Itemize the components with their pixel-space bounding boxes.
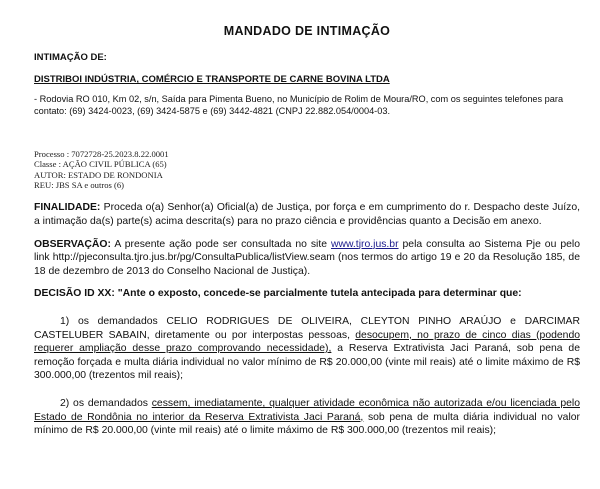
company-name: DISTRIBOI INDÚSTRIA, COMÉRCIO E TRANSPORTE DE CARNE BOVINA LTDA bbox=[34, 74, 390, 85]
intimation-label: INTIMAÇÃO DE: bbox=[34, 52, 107, 63]
finalidade-paragraph bbox=[34, 201, 580, 228]
finalidade-text: Proceda o(a) Senhor(a) Oficial(a) de Justiça, por força e em cumprimento do r. Despacho deste Juízo, a intimação da(s) parte(s) acima descrita(s) para no prazo ciência e providências quanto a Decisão em anexo. bbox=[34, 202, 580, 228]
company-address: - Rodovia RO 010, Km 02, s/n, Saída para Pimenta Bueno, no Município de Rolim de Moura/RO, com os seguintes telefones para contato: (69) 3424-0023, (69) 3424-5875 e (69) 3442-4821 (CNPJ 22.882.054/0004-03. bbox=[34, 94, 564, 117]
process-class: Classe : AÇÃO CIVIL PÚBLICA (65) bbox=[34, 159, 167, 170]
item1-underlined: desocupem, no prazo de cinco dias (podendo requerer ampliação desse prazo comprovando necessidade), bbox=[34, 329, 581, 355]
process-number: Processo : 7072728-25.2023.8.22.0001 bbox=[34, 148, 169, 159]
process-defendant: REU: JBS SA e outros (6) bbox=[34, 180, 125, 191]
item2-text-b: sob pena de multa diária individual no valor mínimo de R$ 20.000,00 (vinte mil reais) até o limite máximo de R$ 300.000,00 (trezentos mil reais); bbox=[34, 411, 580, 437]
observacao-text-before: A presente ação pode ser consultada no site bbox=[110, 238, 331, 250]
item2-underlined: cessem, imediatamente, qualquer atividade econômica não autorizada e/ou licenciada pelo Estado de Rondônia no interior da Reserva Extrativista Jaci Paraná, bbox=[34, 397, 580, 423]
observacao-text-after: pela consulta ao Sistema Pje ou pelo link http://pjeconsulta.tjro.jus.br/pg/ConsultaPublica/listView.seam (nos termos do artigo 19 e 20 da Resolução 185, de 18 de dezembro de 2013 do Conselho Nacional de Justiça). bbox=[34, 238, 580, 277]
observacao-label: OBSERVAÇÃO: bbox=[34, 238, 111, 250]
decisao-paragraph bbox=[34, 287, 580, 301]
decision-item-1 bbox=[34, 315, 580, 383]
decisao-label: DECISÃO ID XX: bbox=[34, 288, 115, 300]
document-title: MANDADO DE INTIMAÇÃO bbox=[223, 24, 391, 38]
decision-item-2 bbox=[34, 397, 580, 438]
finalidade-label: FINALIDADE: bbox=[34, 202, 101, 214]
tjro-link[interactable]: www.tjro.jus.br bbox=[330, 238, 399, 250]
process-info bbox=[34, 149, 580, 191]
decisao-text: "Ante o exposto, concede-se parcialmente tutela antecipada para determinar que: bbox=[114, 288, 522, 300]
item2-text-a: 2) os demandados bbox=[60, 397, 152, 409]
item1-text-a: 1) os demandados CELIO RODRIGUES DE OLIVEIRA, CLEYTON PINHO ARAÚJO e DARCIMAR CASTELUBER SABAIN, diretamente ou por interpostas pessoas, bbox=[34, 316, 580, 341]
process-author: AUTOR: ESTADO DE RONDONIA bbox=[34, 169, 163, 180]
observacao-paragraph bbox=[34, 238, 580, 279]
item1-text-b: a Reserva Extrativista Jaci Paraná, sob pena de remoção forçada e multa diária individual no valor mínimo de R$ 20.000,00 (vinte mil reais) até o limite máximo de R$ 300.000,00 (trezentos mil reais); bbox=[34, 343, 580, 382]
